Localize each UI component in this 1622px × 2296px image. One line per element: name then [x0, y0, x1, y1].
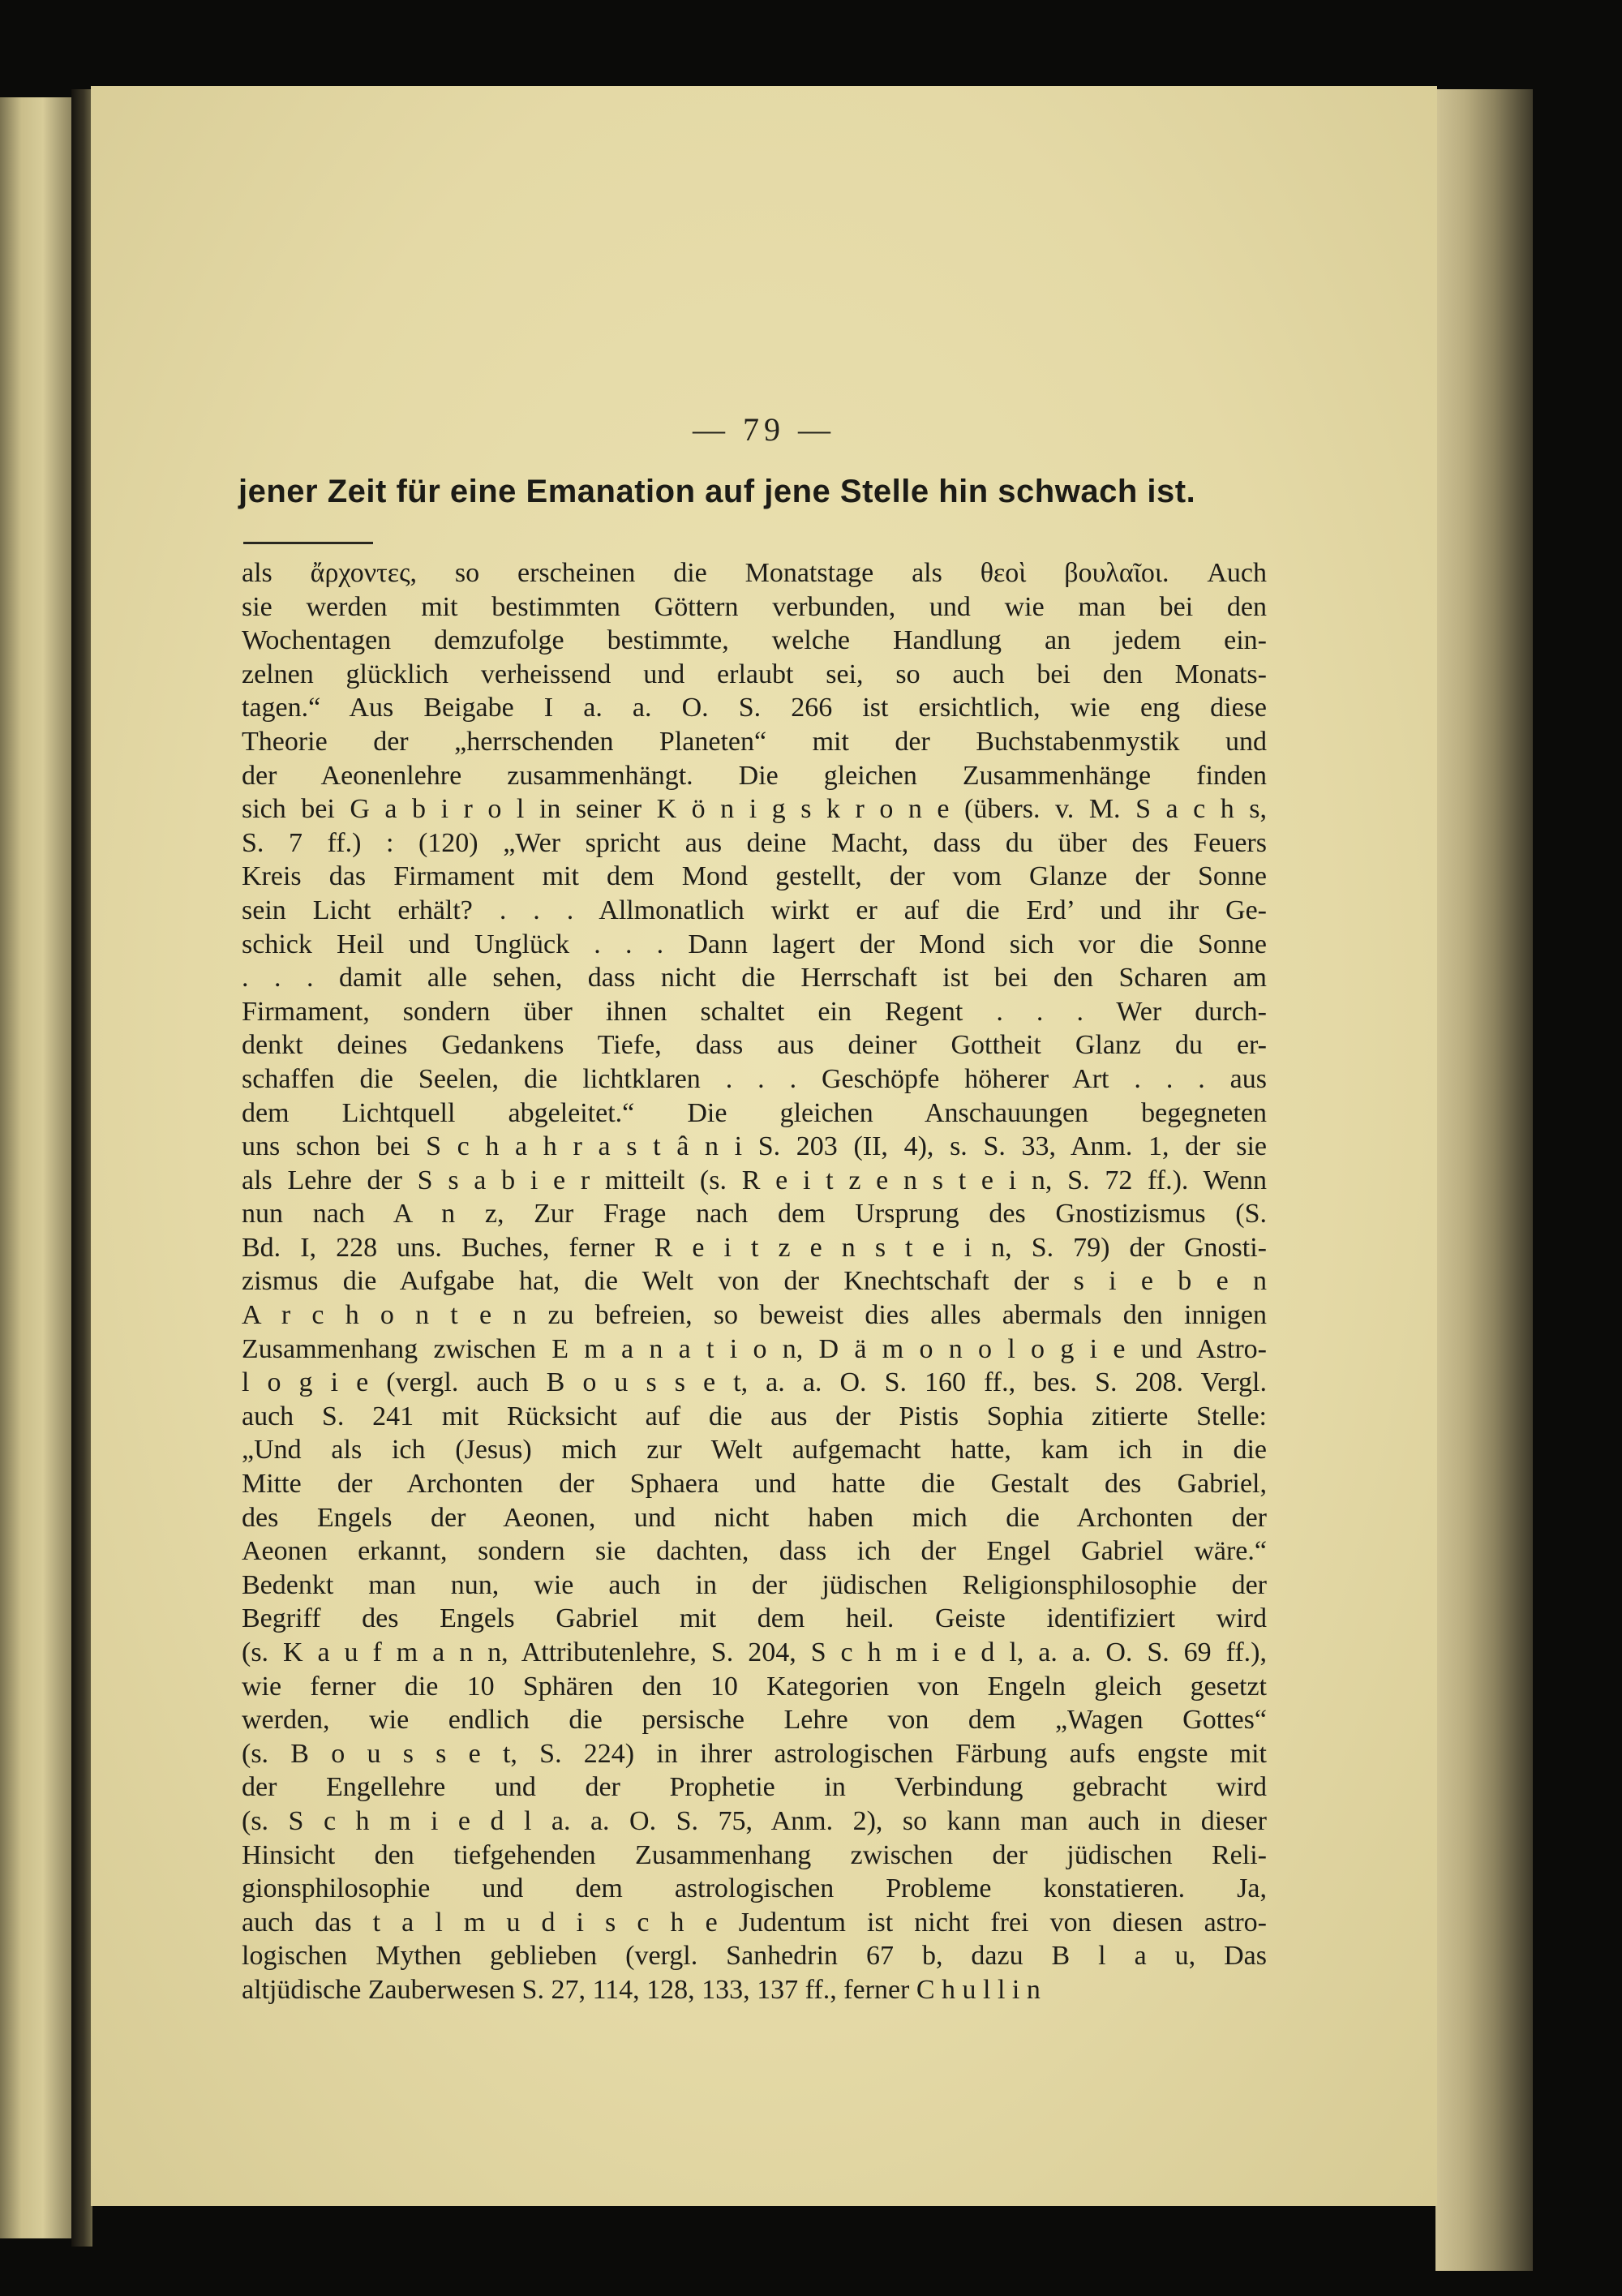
text-line: zismus die Aufgabe hat, die Welt von der Knechtschaft der s i e b e n [242, 1266, 1267, 1297]
text-line: (s. S c h m i e d l a. a. O. S. 75, Anm. 2), so kann man auch in dieser [242, 1805, 1267, 1836]
text-line: sich bei G a b i r o l in seiner K ö n i g s k r o n e (übers. v. M. S a c h s, [242, 794, 1267, 825]
text-line: als ἄρχοντες, so erscheinen die Monatstage als θεοὶ βουλαῖοι. Auch [242, 558, 1267, 588]
text-line: nun nach A n z, Zur Frage nach dem Ursprung des Gnostizismus (S. [242, 1199, 1267, 1230]
facing-page-edge [0, 97, 71, 2238]
text-line: Bd. I, 228 uns. Buches, ferner R e i t z e n s t e i n, S. 79) der Gnosti- [242, 1232, 1267, 1263]
text-line: der Engellehre und der Prophetie in Verbindung gebracht wird [242, 1772, 1267, 1803]
text-line: uns schon bei S c h a h r a s t â n i S. 203 (II, 4), s. S. 33, Anm. 1, der sie [242, 1131, 1267, 1162]
text-line: werden, wie endlich die persische Lehre von dem „Wagen Gottes“ [242, 1705, 1267, 1736]
text-line: Bedenkt man nun, wie auch in der jüdischen Religionsphilosophie der [242, 1569, 1267, 1600]
text-line: . . . damit alle sehen, dass nicht die Herrschaft ist bei den Scharen am [242, 963, 1267, 994]
text-line: „Und als ich (Jesus) mich zur Welt aufgemacht hatte, kam ich in die [242, 1435, 1267, 1466]
text-line: sie werden mit bestimmten Göttern verbunden, und wie man bei den [242, 591, 1267, 622]
text-line: auch das t a l m u d i s c h e Judentum ist nicht frei von diesen astro- [242, 1907, 1267, 1938]
text-line: schick Heil und Unglück . . . Dann lagert der Mond sich vor die Sonne [242, 929, 1267, 959]
text-line: schaffen die Seelen, die lichtklaren . . . Geschöpfe höherer Art . . . aus [242, 1063, 1267, 1094]
handwritten-note: jener Zeit für eine Emanation auf jene Stelle hin schwach ist. [238, 474, 1196, 509]
text-line: tagen.“ Aus Beigabe I a. a. O. S. 266 ist ersichtlich, wie eng diese [242, 693, 1267, 723]
text-line: (s. K a u f m a n n, Attributenlehre, S. 204, S c h m i e d l, a. a. O. S. 69 ff.), [242, 1637, 1267, 1667]
text-line: Kreis das Firmament mit dem Mond gestellt, der vom Glanze der Sonne [242, 861, 1267, 892]
text-line: Aeonen erkannt, sondern sie dachten, dass ich der Engel Gabriel wäre.“ [242, 1536, 1267, 1567]
text-line: (s. B o u s s e t, S. 224) in ihrer astrologischen Färbung aufs engste mit [242, 1738, 1267, 1769]
text-line: S. 7 ff.) : (120) „Wer spricht aus deine Macht, dass du über des Feuers [242, 827, 1267, 858]
book-gutter [71, 89, 92, 2247]
book-page [91, 86, 1437, 2206]
text-line: auch S. 241 mit Rücksicht auf die aus der Pistis Sophia zitierte Stelle: [242, 1401, 1267, 1431]
text-line: des Engels der Aeonen, und nicht haben mich die Archonten der [242, 1502, 1267, 1533]
text-line: Zusammenhang zwischen E m a n a t i o n, D ä m o n o l o g i e und Astro- [242, 1333, 1267, 1364]
text-line: gionsphilosophie und dem astrologischen Probleme konstatieren. Ja, [242, 1873, 1267, 1904]
text-line: A r c h o n t e n zu befreien, so beweist dies alles abermals den innigen [242, 1300, 1267, 1331]
text-line: sein Licht erhält? . . . Allmonatlich wirkt er auf die Erd’ und ihr Ge- [242, 895, 1267, 925]
page-number: — 79 — [693, 411, 835, 448]
text-line: Mitte der Archonten der Sphaera und hatte die Gestalt des Gabriel, [242, 1469, 1267, 1500]
text-line: altjüdische Zauberwesen S. 27, 114, 128, 133, 137 ff., ferner C h u l l i n [242, 1974, 1041, 2005]
text-line: Firmament, sondern über ihnen schaltet ein Regent . . . Wer durch- [242, 996, 1267, 1027]
text-line: wie ferner die 10 Sphären den 10 Kategorien von Engeln gleich gesetzt [242, 1671, 1267, 1702]
page-stack-edge [1435, 89, 1533, 2271]
text-line: dem Lichtquell abgeleitet.“ Die gleichen Anschauungen begegneten [242, 1097, 1267, 1128]
text-line: Begriff des Engels Gabriel mit dem heil. Geiste identifiziert wird [242, 1603, 1267, 1634]
body-text [242, 556, 1267, 2007]
text-line: als Lehre der S s a b i e r mitteilt (s. R e i t z e n s t e i n, S. 72 ff.). Wenn [242, 1165, 1267, 1195]
text-line: Wochentagen demzufolge bestimmte, welche Handlung an jedem ein- [242, 625, 1267, 656]
text-line: Theorie der „herrschenden Planeten“ mit der Buchstabenmystik und [242, 726, 1267, 757]
text-line: zelnen glücklich verheissend und erlaubt sei, so auch bei den Monats- [242, 659, 1267, 689]
text-line: l o g i e (vergl. auch B o u s s e t, a. a. O. S. 160 ff., bes. S. 208. Vergl. [242, 1367, 1267, 1398]
section-rule [243, 542, 373, 544]
text-line: der Aeonenlehre zusammenhängt. Die gleichen Zusammenhänge finden [242, 760, 1267, 791]
text-line: denkt deines Gedankens Tiefe, dass aus deiner Gottheit Glanz du er- [242, 1030, 1267, 1061]
text-line: logischen Mythen geblieben (vergl. Sanhedrin 67 b, dazu B l a u, Das [242, 1941, 1267, 1972]
text-line: Hinsicht den tiefgehenden Zusammenhang zwischen der jüdischen Reli- [242, 1839, 1267, 1870]
